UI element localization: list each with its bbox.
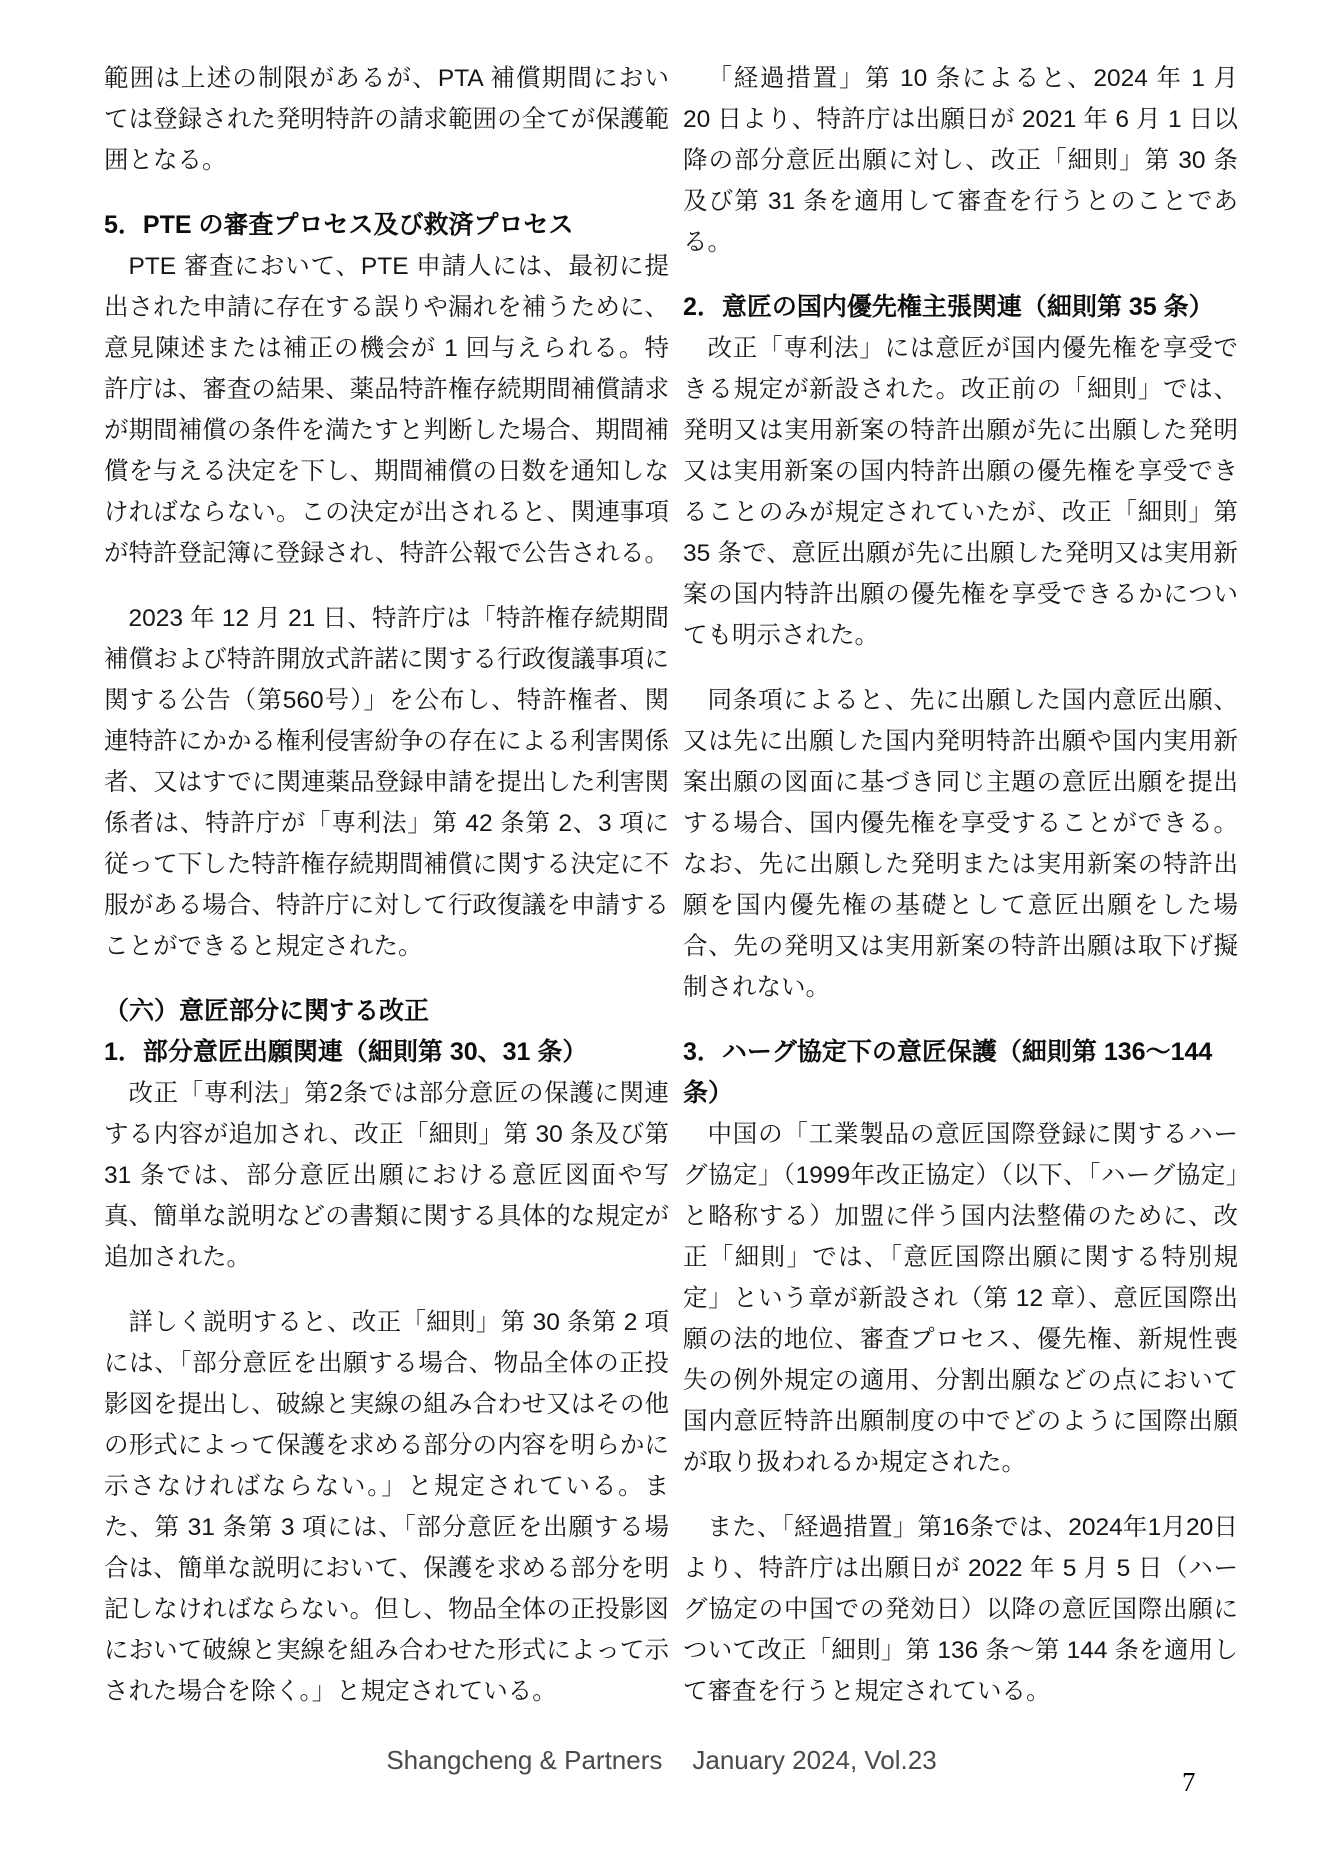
paragraph-transition-article10: 「経過措置」第 10 条によると、2024 年 1 月 20 日より、特許庁は出願日が 2021 年 6 月 1 日以降の部分意匠出願に対し、改正「細則」第 30 条及び第 31 条を適用して審査を行うとのことである。 [683,65,1238,256]
paragraph-pta-scope-continuation: 範囲は上述の制限があるが、PTA 補償期間においては登録された発明特許の請求範囲の全てが保護範囲となる。 [104,65,669,174]
paragraph-priority-details: 同条項によると、先に出願した国内意匠出願、又は先に出願した国内発明特許出願や国内実用新案出願の図面に基づき同じ主題の意匠出願を提出する場合、国内優先権を享受することができる。なお、先に出願した発明または実用新案の特許出願を国内優先権の基礎として意匠出願をした場合、先の発明又は実用新案の特許出願は取下げ擬制されない。 [683,687,1238,1001]
paragraph-hague-overview: 中国の「工業製品の意匠国際登録に関するハーグ協定」（1999年改正協定）（以下、「ハーグ協定」と略称する）加盟に伴う国内法整備のために、改正「細則」では、「意匠国際出願に関する特別規定」という章が新設され（第 12 章）、意匠国際出願の法的地位、審査プロセス、優先権、新規性喪失の例外規定の適用、分割出願などの点において国内意匠特許出願制度の中でどのように国際出願が取り扱われるか規定された。 [683,1121,1238,1476]
paragraph-announcement-no560: 2023 年 12 月 21 日、特許庁は「特許権存続期間補償および特許開放式許諾に関する行政復議事項に関する公告（第560号）」を公布し、特許権者、関連特許にかかる権利侵害紛争の存在による利害関係者、又はすでに関連薬品登録申請を提出した利害関係者は、特許庁が「専利法」第 42 条第 2、3 項に従って下した特許権存続期間補償に関する決定に不服がある場合、特許庁に対して行政復議を申請することができると規定された。 [104,605,669,960]
left-column [104,58,669,1712]
paragraph-transition-article16: また、「経過措置」第16条では、2024年1月20日より、特許庁は出願日が 2022 年 5 月 5 日（ハーグ協定の中国での発効日）以降の意匠国際出願について改正「細則」第 136 条～第 144 条を適用して審査を行うと規定されている。 [683,1514,1238,1705]
right-column [683,58,1238,1712]
heading-section5-pte-process: 5．PTE の審査プロセス及び救済プロセス [104,211,574,239]
footer-issue-label: January 2024, Vol.23 [692,1745,937,1775]
heading-sub2-domestic-priority: 2．意匠の国内優先権主張関連（細則第 35 条） [683,293,1214,321]
paragraph-priority-new-rule: 改正「専利法」には意匠が国内優先権を享受できる規定が新設された。改正前の「細則」では、発明又は実用新案の特許出願が先に出願した発明又は実用新案の国内特許出願の優先権を享受できることのみが規定されていたが、改正「細則」第 35 条で、意匠出願が先に出願した発明又は実用新案の国内特許出願の優先権を享受できるかについても明示された。 [683,335,1238,649]
heading-section6-design-amendments: （六）意匠部分に関する改正 [104,997,430,1025]
heading-sub1-partial-design: 1．部分意匠出願関連（細則第 30、31 条） [104,1038,588,1066]
paragraph-partial-design-details: 詳しく説明すると、改正「細則」第 30 条第 2 項には、「部分意匠を出願する場合、物品全体の正投影図を提出し、破線と実線の組み合わせ又はその他の形式によって保護を求める部分の内容を明らかに示さなければならない。」と規定されている。また、第 31 条第 3 項には、「部分意匠を出願する場合は、簡単な説明において、保護を求める部分を明記しなければならない。但し、物品全体の正投影図において破線と実線を組み合わせた形式によって示された場合を除く。」と規定されている。 [104,1309,669,1705]
paragraph-partial-design-overview: 改正「専利法」第2条では部分意匠の保護に関連する内容が追加され、改正「細則」第 30 条及び第 31 条では、部分意匠出願における意匠図面や写真、簡単な説明などの書類に関する具体的な規定が追加された。 [104,1080,669,1271]
paragraph-pte-review-process: PTE 審査において、PTE 申請人には、最初に提出された申請に存在する誤りや漏れを補うために、意見陳述または補正の機会が 1 回与えられる。特許庁は、審査の結果、薬品特許権存続期間補償請求が期間補償の条件を満たすと判断した場合、期間補償を与える決定を下し、期間補償の日数を通知しなければならない。この決定が出されると、関連事項が特許登記簿に登録され、特許公報で公告される。 [104,253,669,567]
footer-firm-name: Shangcheng & Partners [386,1745,663,1775]
page-footer [0,1744,1323,1776]
heading-sub3-hague-protection: 3．ハーグ協定下の意匠保護（細則第 136～144 条） [683,1038,1213,1107]
page-number: 7 [1182,1767,1196,1797]
